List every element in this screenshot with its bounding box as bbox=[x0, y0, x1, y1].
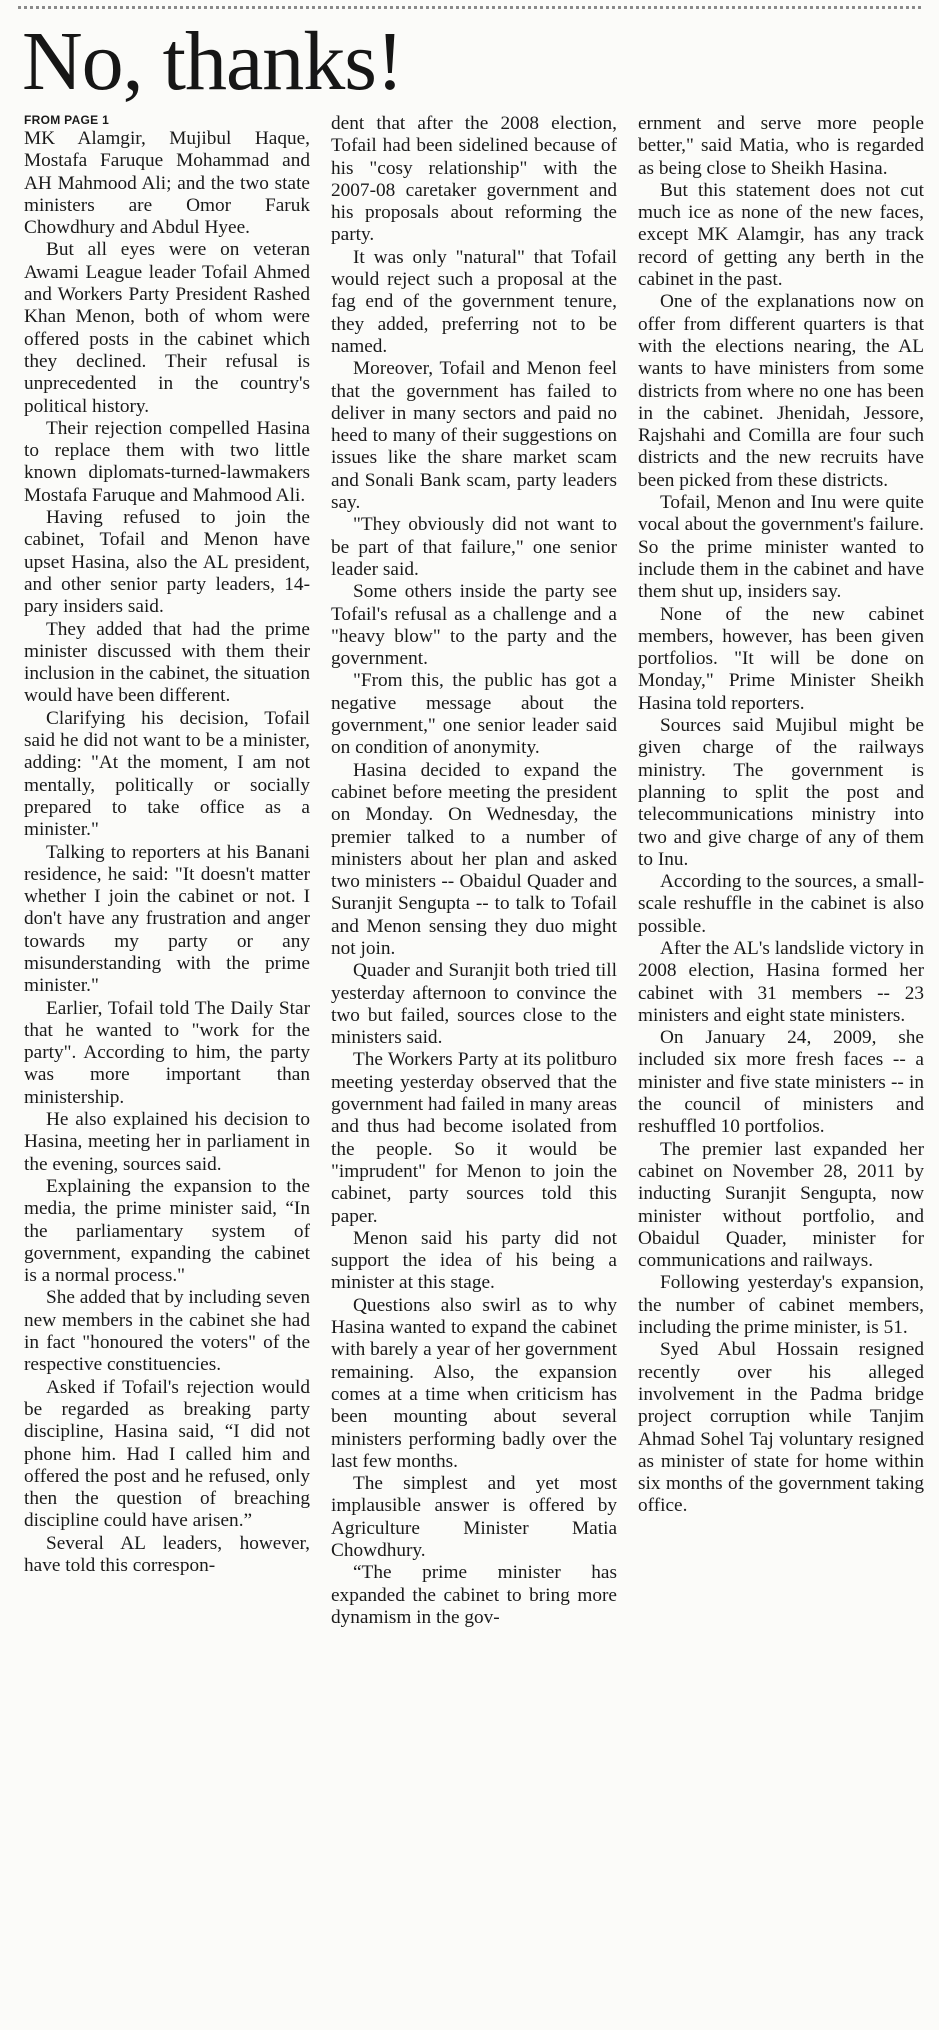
paragraph: Following yesterday's expansion, the number of cabinet members, including the prime minister, is 51. bbox=[638, 1272, 924, 1339]
paragraph: "From this, the public has got a negative message about the government," one senior leader said on condition of anonymity. bbox=[331, 670, 617, 759]
paragraph: Sources said Mujibul might be given charge of the railways ministry. The government is planning to split the post and telecommunications ministry into two and give charge of any of them to Inu. bbox=[638, 715, 924, 870]
paragraph: Talking to reporters at his Banani residence, he said: "It doesn't matter whether I join the cabinet or not. I don't have any frustration and anger towards my party or any misunderstanding with the prime minister." bbox=[24, 841, 310, 997]
paragraph: According to the sources, a small-scale reshuffle in the cabinet is also possible. bbox=[638, 871, 924, 937]
paragraph: The simplest and yet most implausible answer is offered by Agriculture Minister Matia Chowdhury. bbox=[331, 1473, 617, 1561]
paragraph-continued: dent that after the 2008 election, Tofail had been sidelined because of his "cosy relationship" with the 2007-08 caretaker government and his proposals about reforming the party. bbox=[331, 113, 617, 246]
paragraph: They added that had the prime minister discussed with them their inclusion in the cabinet, the situation would have been different. bbox=[24, 618, 310, 707]
paragraph: "They obviously did not want to be part of that failure," one senior leader said. bbox=[331, 514, 617, 580]
paragraph: On January 24, 2009, she included six more fresh faces -- a minister and five state ministers -- in the council of ministers and reshuffled 10 portfolios. bbox=[638, 1027, 924, 1138]
kicker-from-page-1: FROM PAGE 1 bbox=[24, 113, 110, 127]
paragraph: The Workers Party at its politburo meeting yesterday observed that the government had failed in many areas and thus had become isolated from the people. So it would be "imprudent" for Menon to join the cabinet, party sources told this paper. bbox=[331, 1049, 617, 1227]
paragraph: Some others inside the party see Tofail's refusal as a challenge and a "heavy blow" to the party and the government. bbox=[331, 581, 617, 670]
paragraph: Clarifying his decision, Tofail said he did not want to be a minister, adding: "At the moment, I am not mentally, politically or socially prepared to take office as a minister." bbox=[24, 707, 310, 841]
paragraph: It was only "natural" that Tofail would reject such a proposal at the fag end of the government tenure, they added, preferring not to be named. bbox=[331, 246, 617, 357]
paragraph: Moreover, Tofail and Menon feel that the government has failed to deliver in many sectors and paid no heed to many of their suggestions on issues like the share market scam and Sonali Bank scam, party leaders say. bbox=[331, 358, 617, 514]
column-1 bbox=[24, 113, 310, 2025]
paragraph: Hasina decided to expand the cabinet before meeting the president on Monday. On Wednesday, the premier talked to a number of ministers about her plan and asked two ministers -- Obaidul Quader and Suranjit Sengupta -- to talk to Tofail and Menon sensing they duo might not join. bbox=[331, 759, 617, 959]
paragraph: MK Alamgir, Mujibul Haque, Mostafa Faruque Mohammad and AH Mahmood Ali; and the two state ministers are Omor Faruk Chowdhury and Abdul Hyee. bbox=[24, 128, 310, 239]
column-3 bbox=[638, 113, 924, 2025]
paragraph: None of the new cabinet members, however, has been given portfolios. "It will be done on Monday," Prime Minister Sheikh Hasina told reporters. bbox=[638, 603, 924, 714]
paragraph: Menon said his party did not support the idea of his being a minister at this stage. bbox=[331, 1227, 617, 1294]
paragraph: But this statement does not cut much ice as none of the new faces, except MK Alamgir, has any track record of getting any berth in the cabinet in the past. bbox=[638, 179, 924, 291]
paragraph: Quader and Suranjit both tried till yesterday afternoon to convince the two but failed, sources close to the ministers said. bbox=[331, 960, 617, 1049]
top-dotted-rule bbox=[18, 6, 921, 9]
paragraph: Their rejection compelled Hasina to replace them with two little known diplomats-turned-lawmakers Mostafa Faruque and Mahmood Ali. bbox=[24, 417, 310, 506]
headline: No, thanks! bbox=[22, 15, 403, 108]
paragraph: “The prime minister has expanded the cabinet to bring more dynamism in the gov- bbox=[331, 1562, 617, 1628]
article-body bbox=[24, 113, 924, 2025]
paragraph: Tofail, Menon and Inu were quite vocal about the government's failure. So the prime minister wanted to include them in the cabinet and have them shut up, insiders say. bbox=[638, 492, 924, 603]
paragraph: The premier last expanded her cabinet on November 28, 2011 by inducting Suranjit Sengupta, now minister without portfolio, and Obaidul Quader, minister for communications and railways. bbox=[638, 1138, 924, 1272]
paragraph: Syed Abul Hossain resigned recently over his alleged involvement in the Padma bridge project corruption while Tanjim Ahmad Sohel Taj voluntary resigned as minister of state for home within six months of the government taking office. bbox=[638, 1339, 924, 1517]
paragraph: He also explained his decision to Hasina, meeting her in parliament in the evening, sources said. bbox=[24, 1109, 310, 1175]
paragraph: But all eyes were on veteran Awami League leader Tofail Ahmed and Workers Party President Rashed Khan Menon, both of whom were offered posts in the cabinet which they declined. Their refusal is unprecedented in the country's political history. bbox=[24, 239, 310, 417]
paragraph: She added that by including seven new members in the cabinet she had in fact "honoured the voters" of the respective constituencies. bbox=[24, 1287, 310, 1376]
paragraph: After the AL's landslide victory in 2008 election, Hasina formed her cabinet with 31 members -- 23 ministers and eight state ministers. bbox=[638, 937, 924, 1026]
paragraph: Earlier, Tofail told The Daily Star that he wanted to "work for the party". According to him, the party was more important than ministership. bbox=[24, 997, 310, 1108]
column-2 bbox=[331, 113, 617, 2025]
paragraph: Asked if Tofail's rejection would be regarded as breaking party discipline, Hasina said, “I did not phone him. Had I called him and offered the post and he refused, only then the question of breaching discipline could have arisen.” bbox=[24, 1376, 310, 1532]
paragraph: Questions also swirl as to why Hasina wanted to expand the cabinet with barely a year of her government remaining. Also, the expansion comes at a time when criticism has been mounting about several ministers performing badly over the last few months. bbox=[331, 1294, 617, 1472]
paragraph: Having refused to join the cabinet, Tofail and Menon have upset Hasina, also the AL president, and other senior party leaders, 14-pary insiders said. bbox=[24, 507, 310, 618]
paragraph: Explaining the expansion to the media, the prime minister said, “In the parliamentary system of government, expanding the cabinet is a normal process." bbox=[24, 1175, 310, 1287]
paragraph: Several AL leaders, however, have told this correspon- bbox=[24, 1532, 310, 1576]
paragraph: One of the explanations now on offer from different quarters is that with the elections nearing, the AL wants to have ministers from some districts from where no one has been in the cabinet. Jhenidah, Jessore, Rajshahi and Comilla are four such districts and the new recruits have been picked from these districts. bbox=[638, 291, 924, 491]
paragraph-continued: ernment and serve more people better," said Matia, who is regarded as being close to Sheikh Hasina. bbox=[638, 113, 924, 179]
